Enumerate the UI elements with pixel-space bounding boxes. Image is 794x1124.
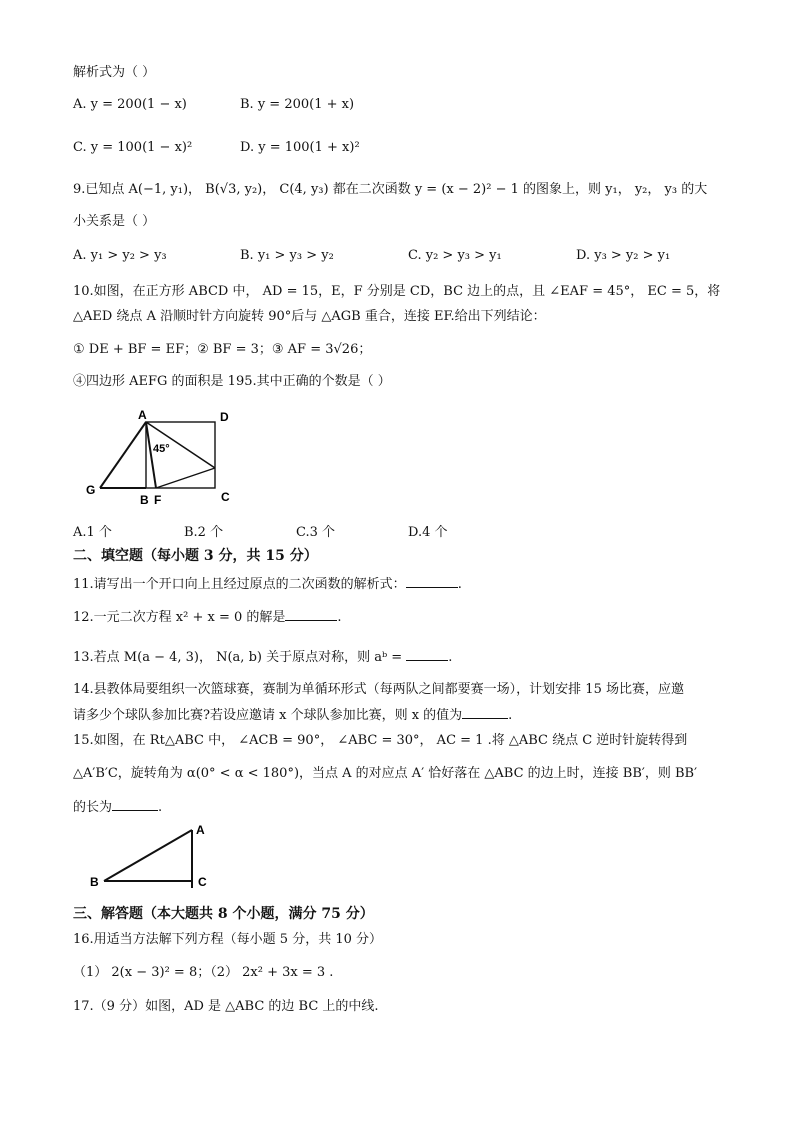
square-abcd — [146, 422, 215, 488]
q8-option-b: B. y = 200(1 + x) — [240, 97, 355, 112]
label-b2: B — [90, 875, 99, 889]
label-c: C — [221, 490, 230, 504]
label-d: D — [220, 410, 229, 424]
q9-option-b: B. y₁ > y₃ > y₂ — [240, 248, 334, 263]
q11-blank[interactable] — [406, 575, 458, 588]
q11-text: 11.请写出一个开口向上且经过原点的二次函数的解析式： — [73, 577, 406, 592]
q12 — [73, 608, 342, 627]
segment-af — [146, 422, 156, 488]
q13-blank[interactable] — [406, 648, 448, 661]
q15-blank[interactable] — [112, 798, 158, 811]
label-angle: 45° — [153, 443, 170, 455]
q9-line2: 小关系是（ ） — [73, 214, 156, 229]
q10-option-c: C.3 个 — [296, 525, 336, 540]
q10-line2: △AED 绕点 A 沿顺时针方向旋转 90°后与 △AGB 重合，连接 EF.给出下列结论： — [73, 309, 546, 324]
q11 — [73, 575, 462, 594]
q13-end: . — [448, 650, 453, 665]
q8-option-d: D. y = 100(1 + x)² — [240, 140, 360, 155]
q10-line3: ① DE + BF = EF；② BF = 3；③ AF = 3√26； — [73, 342, 372, 357]
q10-line4: ④四边形 AEFG 的面积是 195.其中正确的个数是（ ） — [73, 374, 391, 389]
q14-end: . — [508, 708, 513, 723]
q15-line3 — [73, 798, 162, 817]
q12-end: . — [337, 610, 342, 625]
q15-end: . — [158, 800, 163, 815]
triangle-figure — [84, 818, 224, 894]
q15-line1: 15.如图，在 Rt△ABC 中， ∠ACB = 90°， ∠ABC = 30°， AC = 1 .将 △ABC 绕点 C 逆时针旋转得到 — [73, 733, 688, 748]
segment-ef — [156, 468, 215, 488]
segment-ag — [100, 422, 146, 488]
q8-option-a: A. y = 200(1 − x) — [73, 97, 187, 112]
q14-line2-text: 请多少个球队参加比赛?若设应邀请 x 个球队参加比赛，则 x 的值为 — [73, 708, 463, 723]
square-figure — [70, 400, 240, 510]
label-a2: A — [196, 823, 205, 837]
q10-line1: 10.如图，在正方形 ABCD 中， AD = 15，E，F 分别是 CD，BC 边上的点，且 ∠EAF = 45°， EC = 5，将 — [73, 284, 721, 299]
q8-option-c: C. y = 100(1 − x)² — [73, 140, 193, 155]
q15-line2: △A′B′C，旋转角为 α(0° < α < 180°)，当点 A 的对应点 A′ 恰好落在 △ABC 的边上时，连接 BB′，则 BB′ — [73, 766, 698, 781]
q12-blank[interactable] — [285, 608, 337, 621]
label-f: F — [154, 493, 162, 507]
q17-text: 17.（9 分）如图，AD 是 △ABC 的边 BC 上的中线. — [73, 999, 379, 1014]
q12-text: 12.一元二次方程 x² + x = 0 的解是 — [73, 610, 286, 625]
q9-option-d: D. y₃ > y₂ > y₁ — [576, 248, 671, 263]
q13-text: 13.若点 M(a − 4, 3)， N(a, b) 关于原点对称，则 aᵇ = — [73, 650, 403, 665]
label-a: A — [138, 408, 147, 422]
q13 — [73, 648, 452, 667]
section2-title: 二、填空题（每小题 3 分，共 15 分） — [73, 548, 318, 564]
q11-end: . — [457, 577, 462, 592]
q8-tail: 解析式为（ ） — [73, 65, 156, 80]
label-c2: C — [198, 875, 207, 889]
q10-option-d: D.4 个 — [408, 525, 448, 540]
q14-line2 — [73, 706, 512, 725]
section3-title: 三、解答题（本大题共 8 个小题，满分 75 分） — [73, 906, 374, 922]
q9-line1: 9.已知点 A(−1, y₁)， B(√3, y₂)， C(4, y₃) 都在二次函数 y = (x − 2)² − 1 的图象上，则 y₁， y₂， y₃ 的大 — [73, 182, 708, 197]
label-g: G — [86, 483, 96, 497]
label-b: B — [140, 493, 149, 507]
q10-option-a: A.1 个 — [73, 525, 112, 540]
q9-option-c: C. y₂ > y₃ > y₁ — [408, 248, 502, 263]
q15-line3-text: 的长为 — [73, 800, 113, 815]
q9-option-a: A. y₁ > y₂ > y₃ — [73, 248, 167, 263]
q16-line2: （1） 2(x − 3)² = 8；（2） 2x² + 3x = 3 . — [73, 965, 334, 980]
q16-line1: 16.用适当方法解下列方程（每小题 5 分，共 10 分） — [73, 932, 383, 947]
q10-option-b: B.2 个 — [184, 525, 224, 540]
segment-ba — [104, 830, 192, 881]
q14-line1: 14.县教体局要组织一次篮球赛，赛制为单循环形式（每两队之间都要赛一场），计划安排 15 场比赛，应邀 — [73, 682, 684, 697]
q14-blank[interactable] — [462, 706, 508, 719]
